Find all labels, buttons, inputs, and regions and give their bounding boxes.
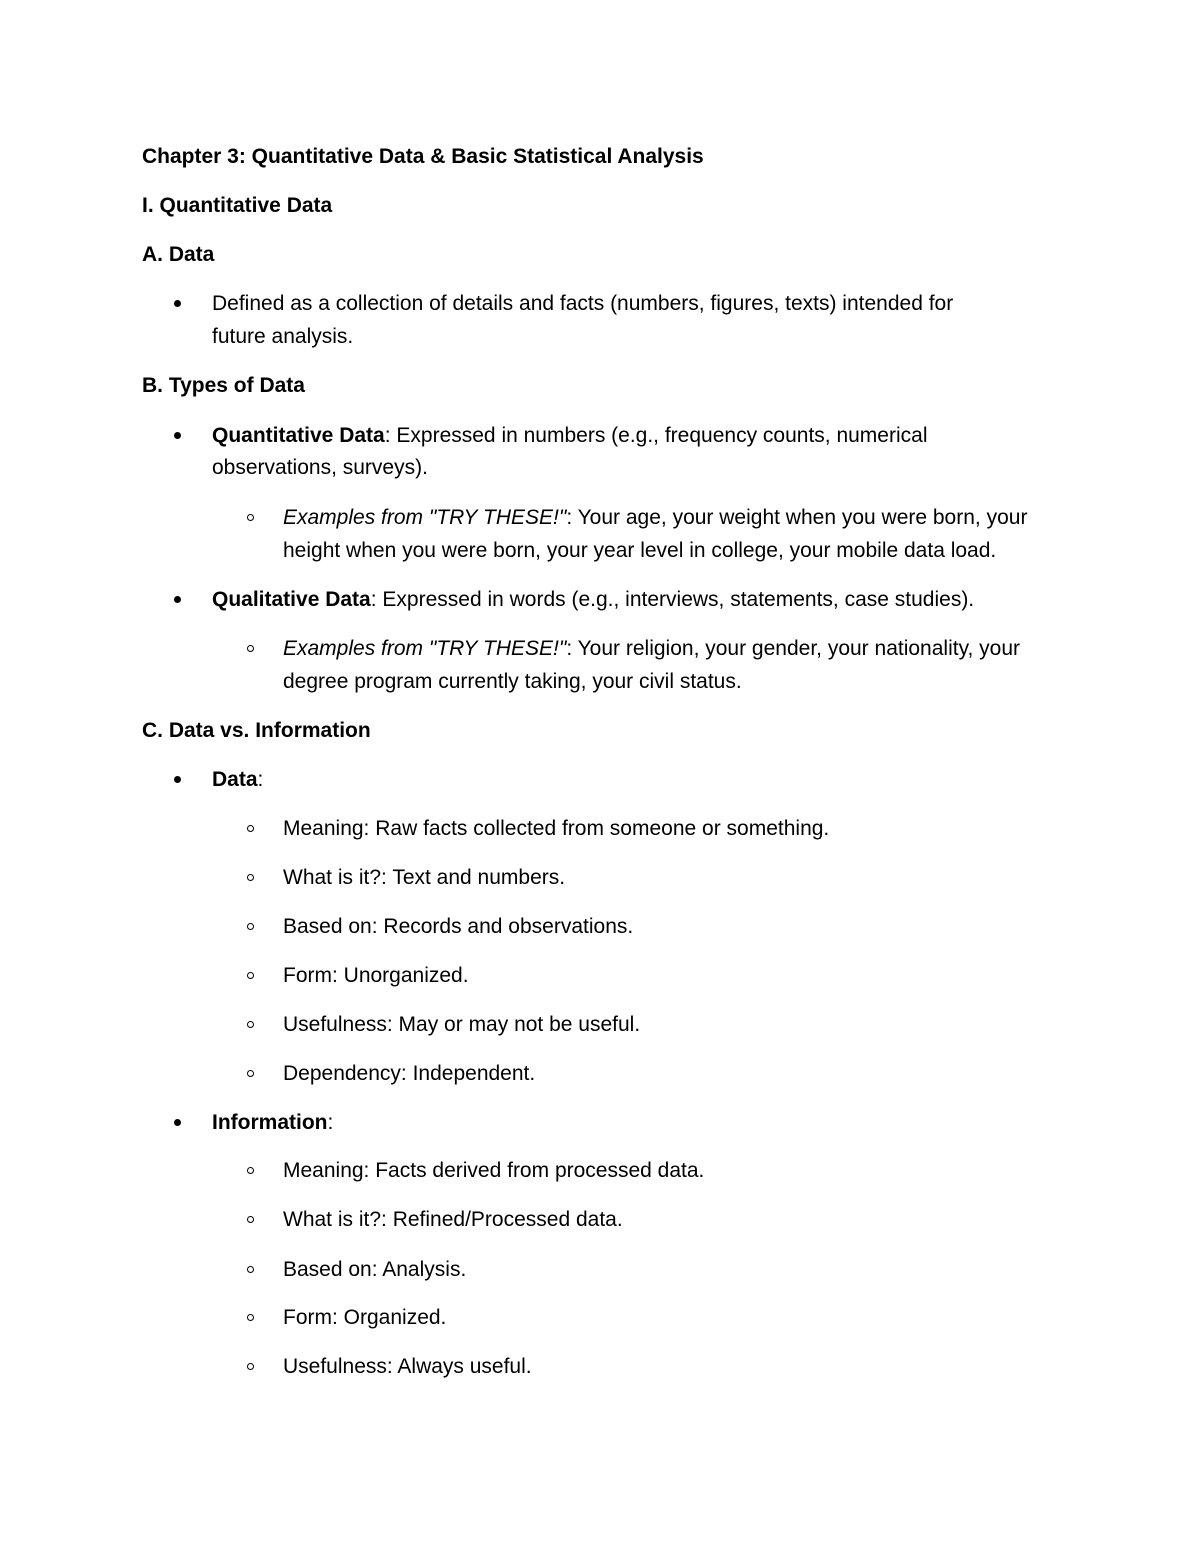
sub-bullet-circle-icon <box>247 1167 254 1174</box>
list-item: What is it?: Refined/Processed data. <box>283 1208 623 1231</box>
sub-bullet-circle-icon <box>247 1021 254 1028</box>
bullet-icon <box>174 776 181 783</box>
quantitative-data-line2: observations, surveys). <box>212 456 428 479</box>
quantitative-data-desc: : Expressed in numbers (e.g., frequency counts, numerical <box>384 424 928 447</box>
section-heading-quantitative-data: I. Quantitative Data <box>142 194 333 217</box>
list-item: Usefulness: May or may not be useful. <box>283 1013 641 1036</box>
sub-bullet-circle-icon <box>247 825 254 832</box>
quantitative-example-line1 <box>283 501 1027 534</box>
information-term: Information <box>212 1111 328 1134</box>
qualitative-example-line1 <box>283 632 1020 665</box>
list-item: What is it?: Text and numbers. <box>283 866 566 889</box>
qualitative-data-line1 <box>212 583 974 616</box>
list-item: Based on: Analysis. <box>283 1258 467 1281</box>
sub-bullet-circle-icon <box>247 874 254 881</box>
list-item: Based on: Records and observations. <box>283 915 634 938</box>
bullet-icon <box>174 432 181 439</box>
section-heading-data-vs-information: C. Data vs. Information <box>142 719 371 742</box>
quantitative-example-text: : Your age, your weight when you were born, your <box>566 506 1028 529</box>
sub-bullet-circle-icon <box>247 1216 254 1223</box>
bullet-icon <box>174 596 181 603</box>
bullet-icon <box>174 1119 181 1126</box>
qualitative-data-term: Qualitative Data <box>212 588 371 611</box>
list-item: Usefulness: Always useful. <box>283 1355 532 1378</box>
quantitative-data-line1 <box>212 419 927 452</box>
section-heading-types-of-data: B. Types of Data <box>142 374 305 397</box>
sub-bullet-circle-icon <box>247 645 254 652</box>
sub-bullet-circle-icon <box>247 1070 254 1077</box>
quantitative-data-term: Quantitative Data <box>212 424 385 447</box>
sub-bullet-circle-icon <box>247 1314 254 1321</box>
list-item: Meaning: Raw facts collected from someone or something. <box>283 817 830 840</box>
list-item: Dependency: Independent. <box>283 1062 536 1085</box>
information-term-colon: : <box>327 1111 334 1134</box>
qualitative-example-text: : Your religion, your gender, your nationality, your <box>566 637 1021 660</box>
quantitative-example-label: Examples from "TRY THESE!" <box>283 506 567 529</box>
sub-bullet-circle-icon <box>247 923 254 930</box>
sub-bullet-circle-icon <box>247 972 254 979</box>
qualitative-data-desc: : Expressed in words (e.g., interviews, statements, case studies). <box>370 588 975 611</box>
list-item: Form: Organized. <box>283 1306 447 1329</box>
list-item: Form: Unorganized. <box>283 964 469 987</box>
qualitative-example-line2: degree program currently taking, your civil status. <box>283 670 742 693</box>
data-term-line <box>212 763 263 796</box>
sub-bullet-circle-icon <box>247 514 254 521</box>
bullet-icon <box>174 300 181 307</box>
data-term: Data <box>212 768 258 791</box>
data-term-colon: : <box>257 768 264 791</box>
section-heading-data: A. Data <box>142 243 215 266</box>
sub-bullet-circle-icon <box>247 1363 254 1370</box>
data-definition-line2: future analysis. <box>212 325 354 348</box>
document-title: Chapter 3: Quantitative Data & Basic Statistical Analysis <box>142 145 704 168</box>
list-item: Meaning: Facts derived from processed data. <box>283 1159 705 1182</box>
qualitative-example-label: Examples from "TRY THESE!" <box>283 637 567 660</box>
quantitative-example-line2: height when you were born, your year level in college, your mobile data load. <box>283 539 997 562</box>
sub-bullet-circle-icon <box>247 1266 254 1273</box>
information-term-line <box>212 1106 333 1139</box>
data-definition-line1: Defined as a collection of details and facts (numbers, figures, texts) intended for <box>212 292 954 315</box>
